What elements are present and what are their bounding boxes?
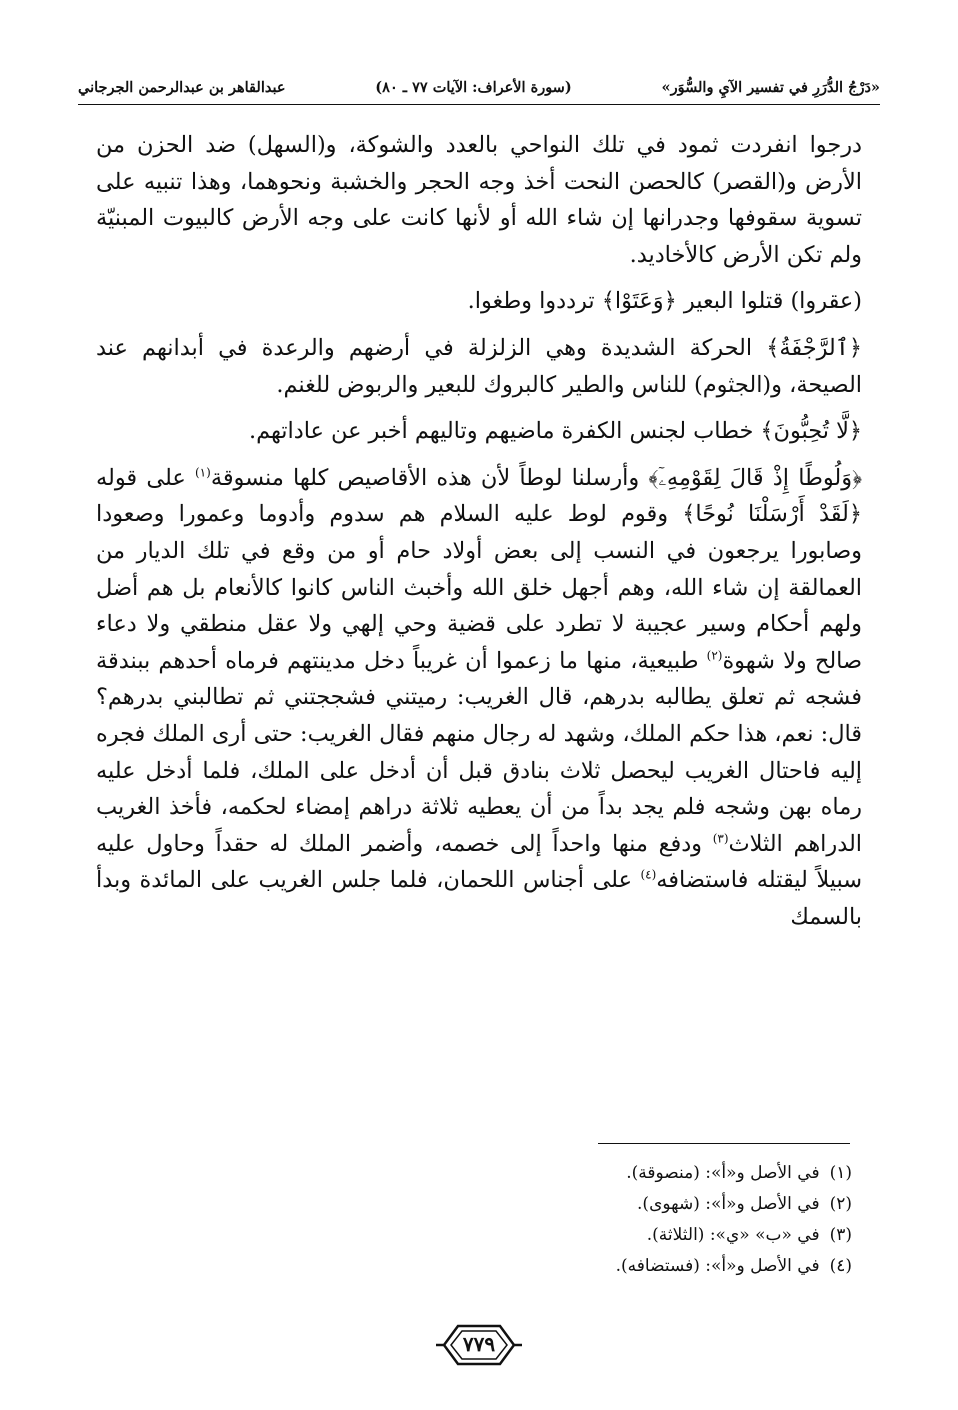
text-run: على أجناس اللحمان، فلما جلس الغريب على المائدة وبدأ بالسمك — [96, 867, 862, 930]
text-run: على قوله ﴿لَقَدْ أَرْسَلْنَا نُوحًا﴾ وقوم لوط عليه السلام هم سدوم وأدوما وعمورا وصعودا وصابورا يرجعون في النسب إلى بعض أولاد حام أو من وقع في تلك الديار من العمالقة إن شاء الله، وهم أجهل خلق الله وأخبث الناس كانوا كالأنعام بل هم أضل ولهم أحكام وسير عجيبة لا تطرد على قضية وحي إلهي ولا عقل منطقي ولا دعاء صالح ولا شهوة — [96, 464, 862, 674]
page-number: ٧٧٩ — [462, 1332, 496, 1356]
paragraph: ﴿ٱلرَّجْفَةُ﴾ الحركة الشديدة وهي الزلزلة في أرضهم والرعدة في أبدانهم عند الصيحة، و(الجثوم) للناس والطير كالبروك للبعير والربوض للغنم. — [96, 334, 862, 398]
header-surah-range: (سورة الأعراف: الآيات ٧٧ ـ ٨٠) — [375, 78, 572, 96]
footnote-text: في الأصل و«أ»: (شهوى). — [637, 1194, 820, 1214]
footnote — [152, 1220, 852, 1251]
paragraph: درجوا انفردت ثمود في تلك النواحي بالعدد والشوكة، و(السهل) ضد الحزن من الأرض و(القصر) كالحصن النحت أخذ وجه الحجر والخشبة ونحوهما، وهذا تنبيه على تسوية سقوفها وجدرانها إن شاء الله أو لأنها كانت على وجه الأرض كالبيوت المبنيّة ولم تكن الأرض كالأخاديد. — [96, 132, 862, 268]
running-header — [78, 70, 880, 105]
footnote-number: (٢) — [829, 1194, 852, 1214]
footnote — [152, 1158, 852, 1189]
header-book-title: «دَرْجُ الدُّرَرِ في تفسير الآيِ والسُّوَر» — [661, 78, 880, 96]
footnote-ref: (٤) — [640, 867, 657, 882]
text-run: ﴿وَلُوطًا إِذْ قَالَ لِقَوْمِهِۦٓ﴾ وأرسلنا لوطاً لأن هذه الأقاصيص كلها منسوقة — [210, 464, 862, 491]
footnote-text: في «ب» «ي»: (الثلاثة). — [646, 1225, 820, 1245]
footnote-number: (٣) — [829, 1225, 852, 1245]
footnote-number: (١) — [829, 1163, 852, 1183]
footnote-ref: (١) — [194, 465, 211, 480]
paragraph: ﴿لَّا تُحِبُّونَ﴾ خطاب لجنس الكفرة ماضيهم وتاليهم أخبر عن عاداتهم. — [248, 418, 862, 445]
paragraph-lot — [96, 460, 862, 936]
text-run: طبيعية، منها ما زعموا أن غريباً دخل مدينتهم فرماه أحدهم ببندقة فشجه ثم تعلق يطالبه بدرهم، قال الغريب: رميتني فشججتني ثم تطالبني بدرهم؟ قال: نعم، هذا حكم الملك، وشهد له رجال منهم فقال الغريب: حتى أرى الملك فجره إليه فاحتال الغريب ليحصل ثلاث بنادق قبل أن أدخل على الملك، فلما أدخل عليه رماه بهن وشجه فلم يجد بداً من أن يعطيه ثلاثة دراهم إمضاء لحكمه، فأخذ الغريب الدراهم الثلاث — [96, 647, 862, 857]
footnote-number: (٤) — [829, 1256, 852, 1276]
paragraph: (عقروا) قتلوا البعير ﴿وَعَتَوْا﴾ ترددوا وطغوا. — [467, 288, 862, 315]
footnote-ref: (٣) — [712, 831, 729, 846]
footnotes — [152, 1158, 852, 1282]
footnote — [152, 1189, 852, 1220]
page-number-ornament — [434, 1320, 524, 1370]
footnote-divider — [598, 1143, 850, 1144]
main-text — [96, 127, 862, 935]
footnote-ref: (٢) — [706, 648, 723, 663]
footnote — [152, 1251, 852, 1282]
footnote-text: في الأصل و«أ»: (منصوقة). — [626, 1163, 820, 1183]
header-author: عبدالقاهر بن عبدالرحمن الجرجاني — [78, 78, 286, 96]
footnote-text: في الأصل و«أ»: (فستضافه). — [615, 1256, 820, 1276]
text-run: ودفع منها واحداً إلى خصمه، وأضمر الملك له حقداً وحاول عليه سبيلاً ليقتله فاستضافه — [96, 830, 863, 894]
